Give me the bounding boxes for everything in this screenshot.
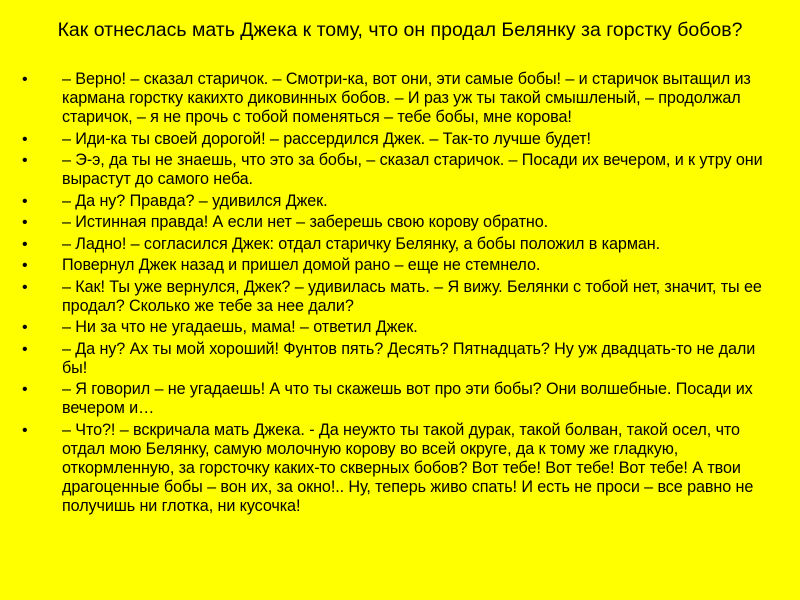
bullet-paragraph	[0, 278, 800, 316]
paragraph-text: – Верно! – сказал старичок. – Смотри-ка, вот они, эти самые бобы! – и старичок вытащил из кармана горстку какихто диковинных бобов. – И раз уж ты такой смышленый, – продолжал старичок, – я не прочь с тобой поменяться – тебе бобы, мне корова!	[62, 70, 751, 126]
paragraph-text: – Да ну? Ах ты мой хороший! Фунтов пять? Десять? Пятнадцать? Ну уж двадцать-то не дали бы!	[62, 339, 756, 377]
bullet-paragraph	[0, 192, 800, 211]
paragraph-text: – Иди-ка ты своей дорогой! – рассердился Джек. – Так-то лучше будет!	[62, 129, 591, 148]
paragraph-text: – Э-э, да ты не знаешь, что это за бобы, – сказал старичок. – Посади их вечером, и к утру они вырастут до самого неба.	[62, 151, 763, 188]
paragraph-text: – Я говорил – не угадаешь! А что ты скажешь вот про эти бобы? Они волшебные. Посади их вечером и…	[62, 380, 753, 417]
bullet-paragraph	[0, 340, 800, 378]
bullet-icon: •	[22, 235, 28, 253]
bullet-icon: •	[22, 278, 28, 296]
paragraph-text: – Да ну? Правда? – удивился Джек.	[62, 191, 328, 210]
paragraph-text: – Истинная правда! А если нет – заберешь свою корову обратно.	[62, 213, 549, 231]
bullet-paragraph	[0, 213, 800, 232]
bullet-icon: •	[22, 257, 28, 274]
bullet-icon: •	[22, 130, 28, 148]
bullet-icon: •	[22, 192, 28, 210]
bullet-icon: •	[22, 214, 28, 231]
bullet-paragraph	[0, 318, 800, 337]
paragraph-text: – Что?! – вскричала мать Джека. - Да неужто ты такой дурак, такой болван, такой осел, что отдал мою Белянку, самую молочную корову во всей округе, да к тому же гладкую, откормленную, за горсточку каких-то скверных бобов? Вот тебе! Вот тебе! Вот тебе! А твои драгоценные бобы – вон их, за окно!.. Ну, теперь живо спать! И есть не проси – все равно не получишь ни глотка, ни кусочка!	[62, 420, 754, 515]
bullet-icon: •	[22, 71, 28, 88]
bullet-icon: •	[22, 319, 28, 336]
bullet-list	[0, 70, 800, 518]
bullet-paragraph	[0, 70, 800, 127]
bullet-paragraph	[0, 256, 800, 275]
paragraph-text: Повернул Джек назад и пришел домой рано – еще не стемнело.	[62, 256, 541, 274]
bullet-paragraph	[0, 151, 800, 189]
paragraph-text: – Как! Ты уже вернулся, Джек? – удивилась мать. – Я вижу. Белянки с тобой нет, значит, ты ее продал? Сколько же тебе за нее дали?	[62, 277, 762, 315]
bullet-icon: •	[22, 381, 28, 398]
bullet-paragraph	[0, 380, 800, 418]
bullet-paragraph	[0, 235, 800, 254]
bullet-icon: •	[22, 421, 28, 439]
bullet-paragraph	[0, 421, 800, 516]
bullet-paragraph	[0, 130, 800, 149]
bullet-icon: •	[22, 152, 28, 169]
slide-title: Как отнеслась мать Джека к тому, что он продал Белянку за горстку бобов?	[57, 19, 743, 41]
bullet-icon: •	[22, 340, 28, 358]
paragraph-text: – Ни за что не угадаешь, мама! – ответил Джек.	[62, 318, 418, 336]
paragraph-text: – Ладно! – согласился Джек: отдал старичку Белянку, а бобы положил в карман.	[62, 234, 660, 253]
